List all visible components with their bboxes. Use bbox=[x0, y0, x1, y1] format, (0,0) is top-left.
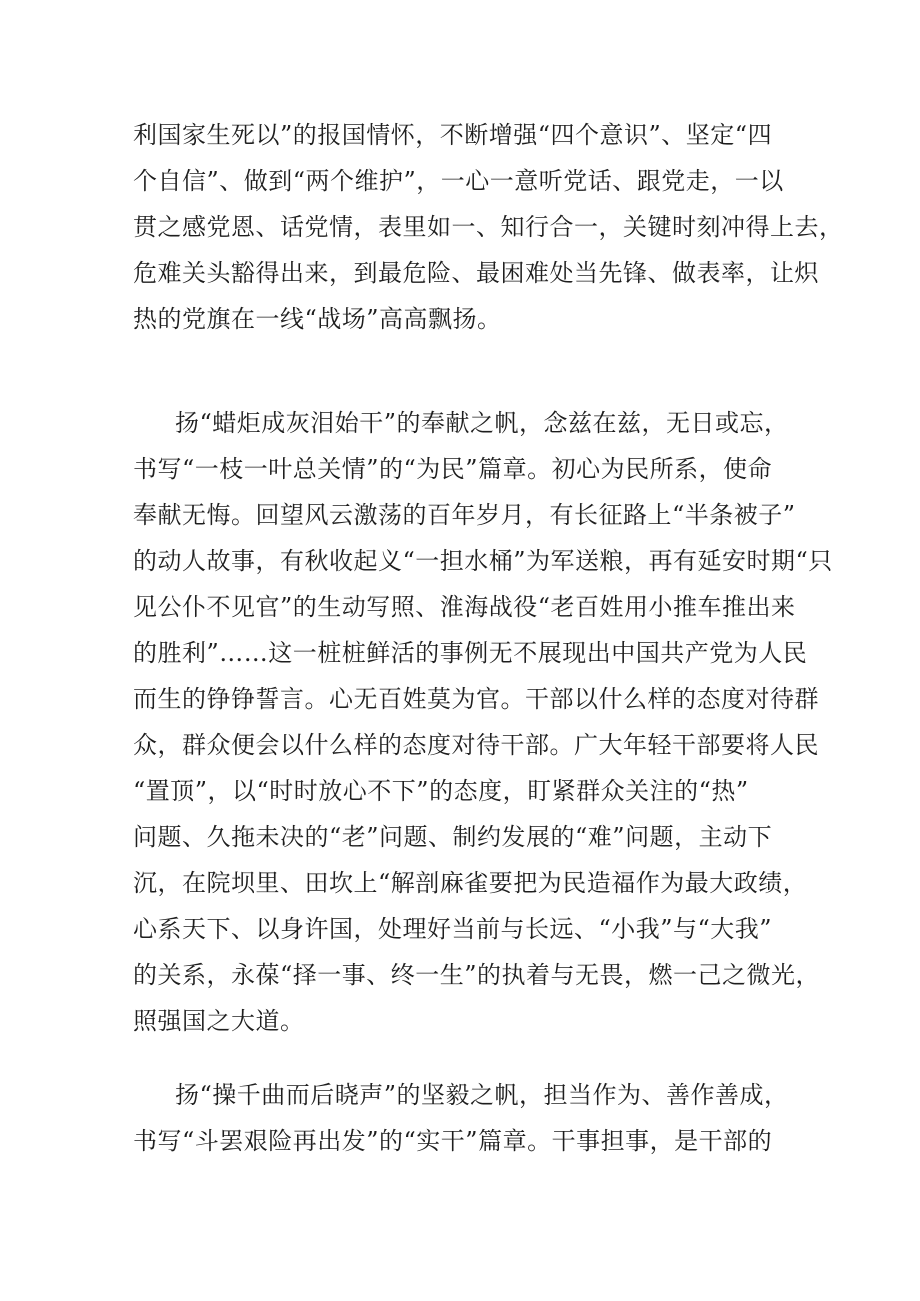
text-line: 扬“蜡炬成灰泪始干”的奉献之帆，念兹在兹，无日或忘， bbox=[175, 409, 789, 437]
text-line: “置顶”，以“时时放心不下”的态度，盯紧群众关注的“热” bbox=[133, 777, 749, 805]
text-line: 奉献无悔。回望风云激荡的百年岁月，有长征路上“半条被子” bbox=[133, 501, 796, 529]
text-line: 书写“斗罢艰险再出发”的“实干”篇章。干事担事，是干部的 bbox=[133, 1127, 773, 1155]
paragraph-continuation bbox=[133, 112, 844, 342]
text-line: 照强国之大道。 bbox=[133, 1007, 305, 1035]
text-line: 贯之感党恩、话党情，表里如一、知行合一，关键时刻冲得上去， bbox=[133, 213, 844, 241]
text-line: 的动人故事，有秋收起义“一担水桶”为军送粮，再有延安时期“只 bbox=[133, 547, 833, 575]
text-line: 扬“操千曲而后晓声”的坚毅之帆，担当作为、善作善成， bbox=[175, 1081, 789, 1109]
text-line: 利国家生死以”的报国情怀，不断增强“四个意识”、坚定“四 bbox=[133, 121, 773, 149]
text-line: 的关系，永葆“择一事、终一生”的执着与无畏，燃一己之微光， bbox=[133, 961, 821, 989]
text-line: 见公仆不见官”的生动写照、淮海战役“老百姓用小推车推出来 bbox=[133, 593, 796, 621]
text-line: 问题、久拖未决的“老”问题、制约发展的“难”问题，主动下 bbox=[133, 823, 773, 851]
paragraph-perseverance bbox=[133, 1072, 803, 1164]
text-line: 书写“一枝一叶总关情”的“为民”篇章。初心为民所系，使命 bbox=[133, 455, 773, 483]
text-line: 危难关头豁得出来，到最危险、最困难处当先锋、做表率，让炽 bbox=[133, 259, 819, 287]
text-line: 的胜利”……这一桩桩鲜活的事例无不展现出中国共产党为人民 bbox=[133, 639, 808, 667]
text-line: 沉，在院坝里、田坎上“解剖麻雀要把为民造福作为最大政绩， bbox=[133, 869, 808, 897]
text-line: 心系天下、以身许国，处理好当前与长远、“小我”与“大我” bbox=[133, 915, 773, 943]
paragraph-dedication bbox=[133, 400, 833, 1044]
text-line: 众，群众便会以什么样的态度对待干部。广大年轻干部要将人民 bbox=[133, 731, 819, 759]
text-line: 而生的铮铮誓言。心无百姓莫为官。干部以什么样的态度对待群 bbox=[133, 685, 819, 713]
text-line: 个自信”、做到“两个维护”，一心一意听党话、跟党走，一以 bbox=[133, 167, 784, 195]
text-line: 热的党旗在一线“战场”高高飘扬。 bbox=[133, 305, 502, 333]
